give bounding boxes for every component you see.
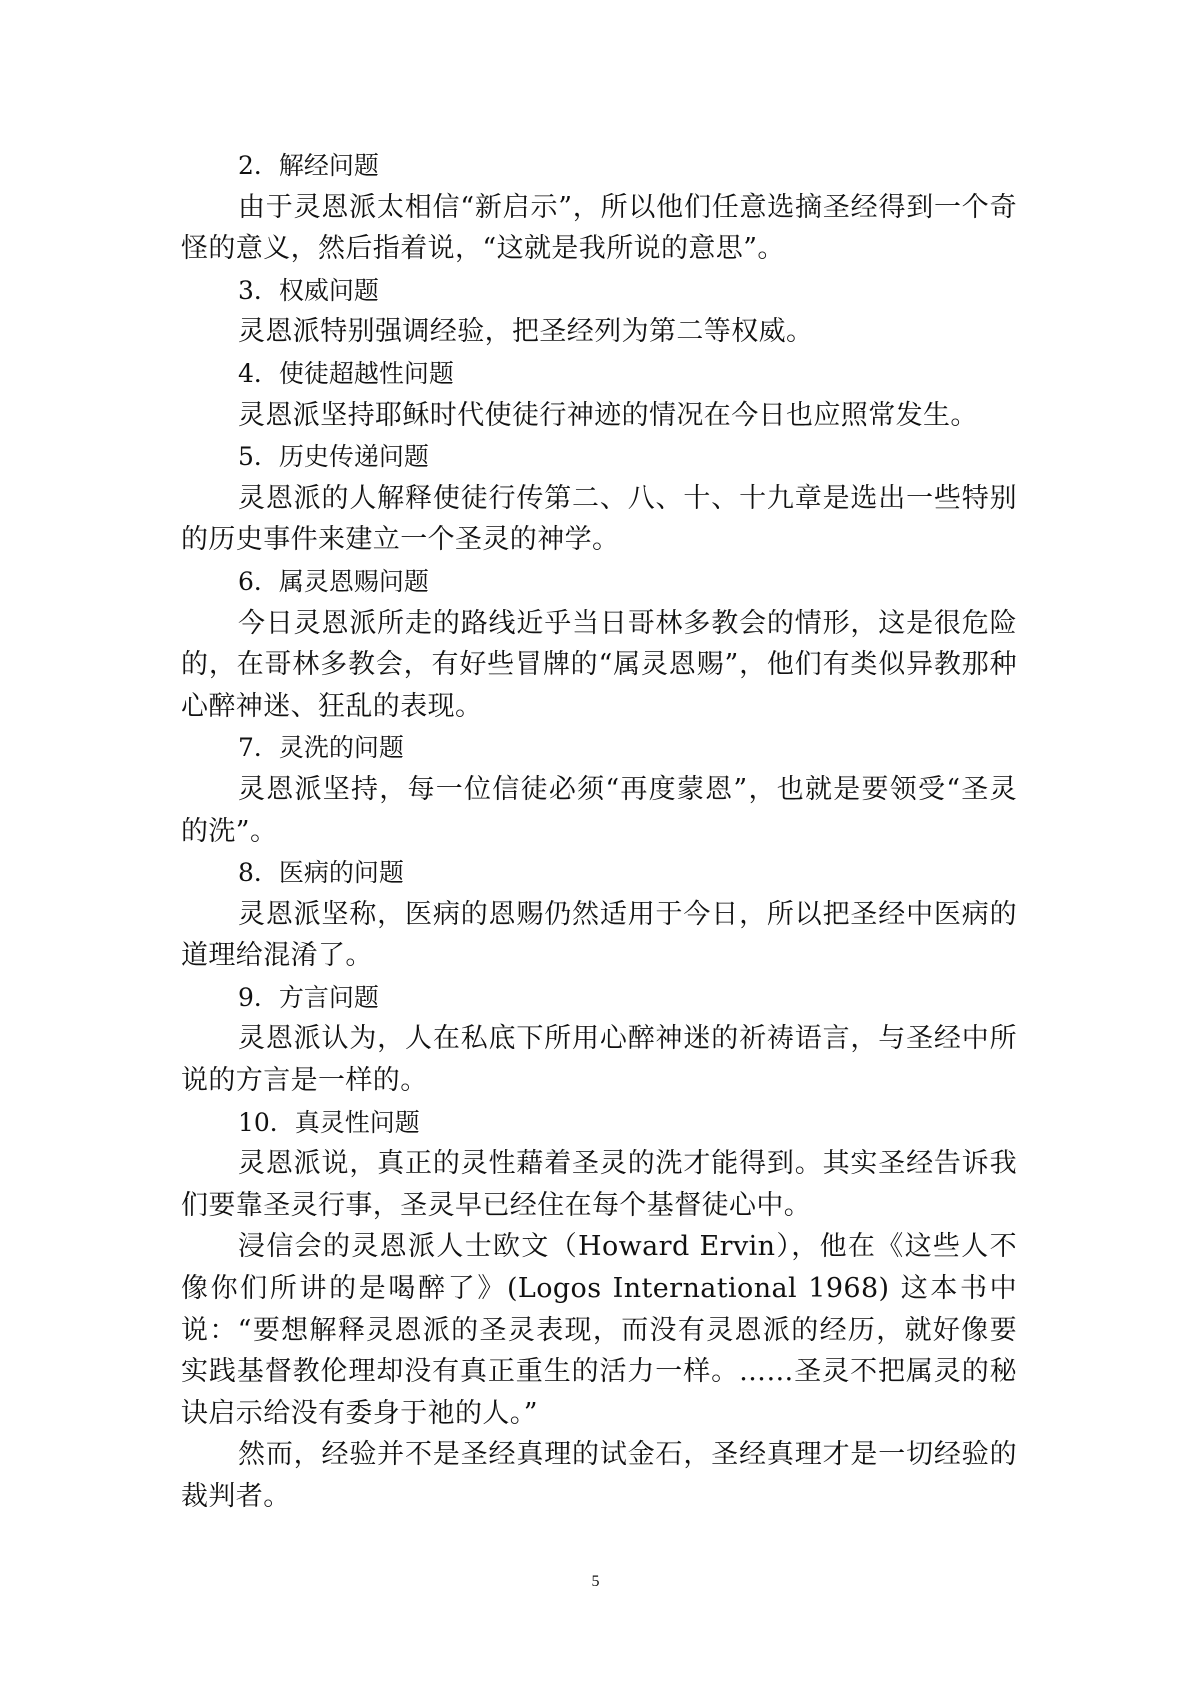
section-2 [181, 145, 1017, 270]
page-number: 5 [591, 1573, 600, 1590]
section-heading: 8．医病的问题 [238, 858, 404, 888]
paragraph: 灵恩派说，真正的灵性藉着圣灵的洗才能得到。其实圣经告诉我们要靠圣灵行事，圣灵早已经住在每个基督徒心中。 [181, 1148, 1017, 1221]
paragraph: 灵恩派坚称，医病的恩赐仍然适用于今日，所以把圣经中医病的道理给混淆了。 [181, 898, 1017, 972]
section-8 [181, 852, 1017, 977]
section-4 [181, 353, 1017, 436]
section-6 [181, 561, 1017, 727]
paragraph: 灵恩派坚持耶稣时代使徒行神迹的情况在今日也应照常发生。 [238, 399, 978, 431]
section-heading: 4．使徒超越性问题 [238, 358, 454, 388]
section-heading: 3．权威问题 [238, 275, 379, 305]
section-heading: 5．历史传递问题 [238, 442, 429, 472]
paragraph: 灵恩派认为，人在私底下所用心醉神迷的祈祷语言，与圣经中所说的方言是一样的。 [181, 1023, 1017, 1097]
section-heading: 10．真灵性问题 [238, 1107, 420, 1137]
paragraph: 由于灵恩派太相信“新启示”，所以他们任意选摘圣经得到一个奇怪的意义，然后指着说，“这就是我所说的意思”。 [181, 191, 1017, 265]
section-heading: 6．属灵恩赐问题 [238, 566, 429, 596]
paragraph: 今日灵恩派所走的路线近乎当日哥林多教会的情形，这是很危险的，在哥林多教会，有好些冒牌的“属灵恩赐”，他们有类似异教那种心醉神迷、狂乱的表现。 [181, 607, 1017, 722]
section-7 [181, 727, 1017, 852]
paragraph: 灵恩派坚持，每一位信徒必须“再度蒙恩”，也就是要领受“圣灵的洗”。 [181, 773, 1017, 847]
section-heading: 9．方言问题 [238, 982, 379, 1012]
section-heading: 2．解经问题 [238, 151, 379, 180]
conclusion-paragraph: 然而，经验并不是圣经真理的试金石，圣经真理才是一切经验的裁判者。 [181, 1439, 1017, 1512]
section-10 [181, 1102, 1017, 1518]
paragraph: 灵恩派的人解释使徒行传第二、八、十、十九章是选出一些特别的历史事件来建立一个圣灵的神学。 [181, 482, 1017, 556]
section-5 [181, 436, 1017, 561]
paragraph: 灵恩派特别强调经验，把圣经列为第二等权威。 [238, 316, 814, 348]
section-9 [181, 977, 1017, 1102]
page-body [181, 145, 1017, 1518]
section-3 [181, 270, 1017, 353]
quote-paragraph: 浸信会的灵恩派人士欧文（Howard Ervin），他在《这些人不像你们所讲的是喝醉了》(Logos International 1968) 这本书中说：“要想解释灵恩派的圣灵表现，而没有灵恩派的经历，就好像要实践基督教伦理却没有真正重生的活力一样。……圣灵不把属灵的秘诀启示给没有委身于祂的人。” [181, 1231, 1017, 1429]
section-heading: 7．灵洗的问题 [238, 733, 404, 763]
